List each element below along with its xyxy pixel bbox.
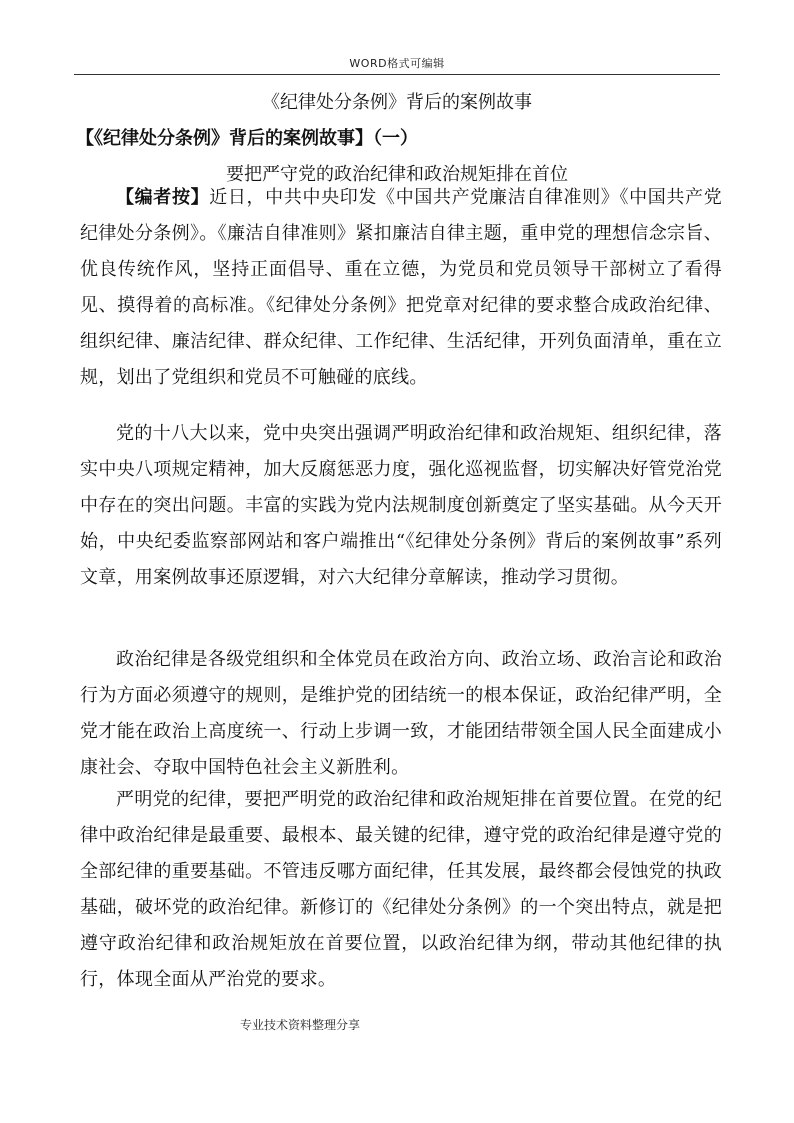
- editor-note-paragraph: [80, 180, 722, 396]
- body-paragraph: [80, 642, 722, 786]
- header-divider: [74, 74, 720, 75]
- editor-note-label: 【编者按】: [116, 187, 210, 208]
- page-header: WORD格式可编辑: [349, 57, 445, 70]
- paragraph-text: 政治纪律是各级党组织和全体党员在政治方向、政治立场、政治言论和政治行为方面必须遵守的规则，是维护党的团结统一的根本保证，政治纪律严明，全党才能在政治上高度统一、行动上步调一致，才能团结带领全国人民全面建成小康社会、夺取中国特色社会主义新胜利。: [80, 649, 722, 778]
- series-title: 【《纪律处分条例》背后的案例故事】（一）: [76, 128, 418, 149]
- page-footer: 专业技术资料整理分享: [240, 1018, 361, 1032]
- document-title: 《纪律处分条例》背后的案例故事: [262, 92, 532, 113]
- paragraph-text: 党的十八大以来，党中央突出强调严明政治纪律和政治规矩、组织纪律，落实中央八项规定精神，加大反腐惩恶力度，强化巡视监督，切实解决好管党治党中存在的突出问题。丰富的实践为党内法规制度创新奠定了坚实基础。从今天开始，中央纪委监察部网站和客户端推出“《纪律处分条例》背后的案例故事”系列文章，用案例故事还原逻辑，对六大纪律分章解读，推动学习贯彻。: [80, 423, 722, 588]
- paragraph-text: 近日，中共中央印发《中国共产党廉洁自律准则》《中国共产党纪律处分条例》。《廉洁自律准则》紧扣廉洁自律主题，重申党的理想信念宗旨、优良传统作风，坚持正面倡导、重在立德，为党员和党员领导干部树立了看得见、摸得着的高标准。《纪律处分条例》把党章对纪律的要求整合成政治纪律、组织纪律、廉洁纪律、群众纪律、工作纪律、生活纪律，开列负面清单，重在立规，划出了党组织和党员不可触碰的底线。: [80, 187, 722, 388]
- section-subtitle: 要把严守党的政治纪律和政治规矩排在首位: [226, 164, 568, 185]
- paragraph-text: 严明党的纪律，要把严明党的政治纪律和政治规矩排在首要位置。在党的纪律中政治纪律是最重要、最根本、最关键的纪律，遵守党的政治纪律是遵守党的全部纪律的重要基础。不管违反哪方面纪律，任其发展，最终都会侵蚀党的执政基础，破坏党的政治纪律。新修订的《纪律处分条例》的一个突出特点，就是把遵守政治纪律和政治规矩放在首要位置，以政治纪律为纲，带动其他纪律的执行，体现全面从严治党的要求。: [80, 789, 722, 990]
- body-paragraph: [80, 782, 722, 998]
- body-paragraph: [80, 416, 722, 596]
